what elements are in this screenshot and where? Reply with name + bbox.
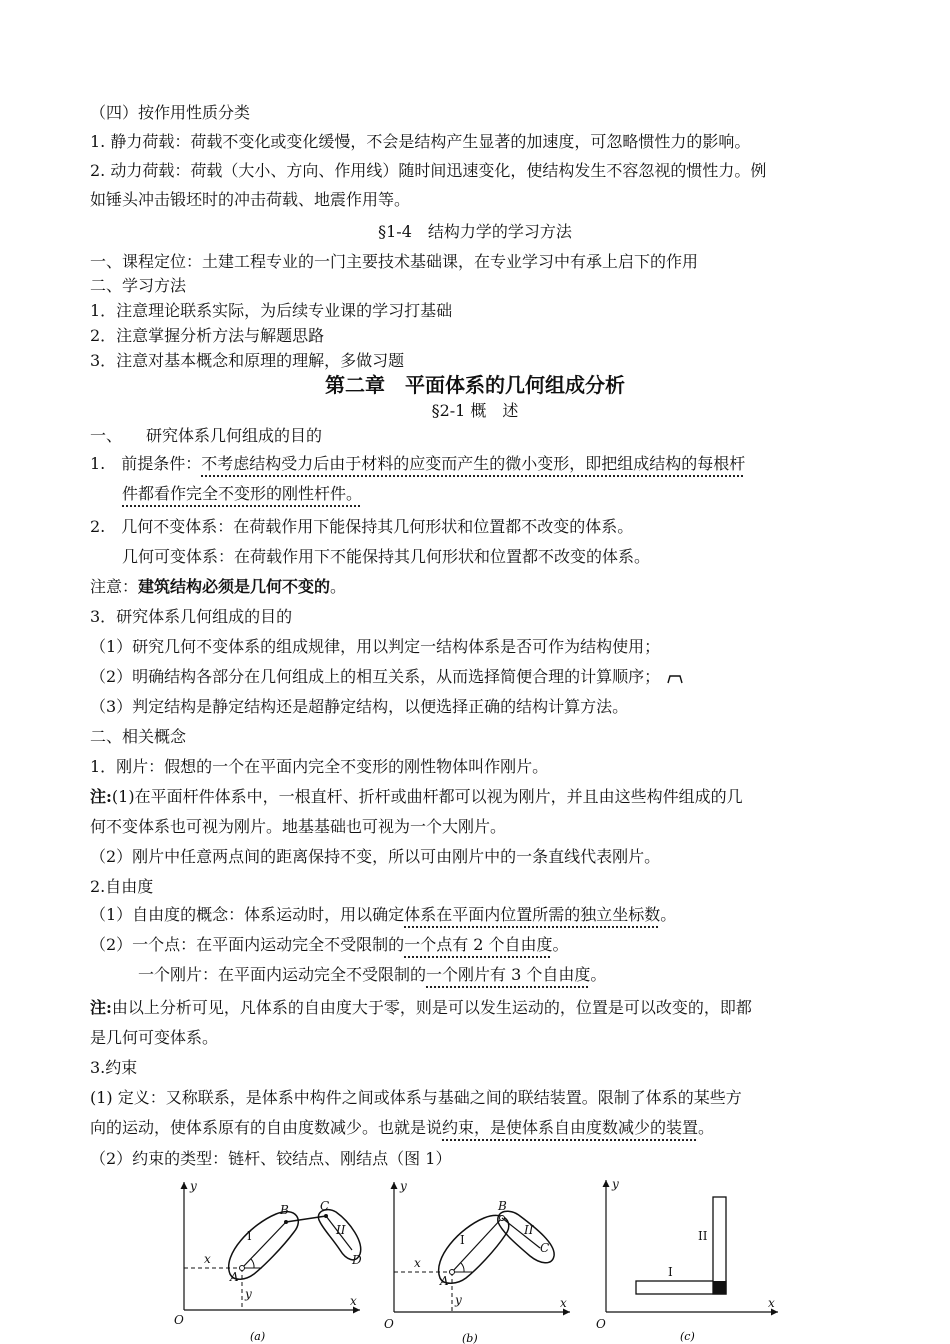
dof-point-emphasis: 一个点有 2 个自由度 <box>404 935 553 954</box>
y-axis-label: y <box>612 1177 619 1191</box>
origin-label: O <box>174 1313 184 1327</box>
constraint-def-text: 向的运动，使体系原有的自由度数减少。也就是说 <box>90 1118 443 1137</box>
geometrically-unstable-def: 几何可变体系：在荷载作用下不能保持其几何形状和位置都不改变的体系。 <box>122 547 651 566</box>
constraint-def-line1: (1) 定义：又称联系，是体系中构件之间或体系与基础之间的联结装置。限制了体系的某些方 <box>90 1088 742 1107</box>
note-bold-text: 建筑结构必须是几何不变的 <box>138 577 331 596</box>
label-C: C <box>540 1241 550 1255</box>
y-axis-label: y <box>190 1179 197 1193</box>
rigid-body-note-line2: 何不变体系也可视为刚片。地基基础也可视为一个大刚片。 <box>90 817 507 836</box>
dof-rigid-text: 一个刚片：在平面内运动完全不受限制的 <box>138 965 427 984</box>
dof-concept-text: （1）自由度的概念：体系运动时，用以确定 <box>90 905 405 924</box>
y-coordinate-label: y <box>245 1287 252 1301</box>
note-end: 。 <box>330 577 347 596</box>
constraint-types: （2）约束的类型：链杆、铰结点、刚结点（图 1） <box>90 1149 452 1168</box>
figure-c <box>592 1172 792 1344</box>
premise-line1 <box>90 453 745 475</box>
label-I: I <box>668 1265 673 1279</box>
constraint-def-emphasis: 约束，是使体系自由度数减少的装置 <box>442 1118 699 1137</box>
dof-rigid-body <box>138 964 606 986</box>
dof-note-line2: 是几何可变体系。 <box>90 1028 219 1047</box>
premise-label: 1. 前提条件： <box>90 454 202 473</box>
dof-concept-end: 。 <box>660 905 677 924</box>
purpose-item-2-text: （2）明确结构各部分在几何组成上的相互关系，从而选择简便合理的计算顺序； <box>90 667 661 686</box>
section-title-1-4: §1-4 结构力学的学习方法 <box>378 222 572 241</box>
geometrically-stable-def: 2. 几何不变体系：在荷载作用下能保持其几何形状和位置都不改变的体系。 <box>90 517 634 536</box>
figure-a <box>170 1172 370 1344</box>
label-D: D <box>352 1253 362 1267</box>
study-method-2: 2．注意掌握分析方法与解题思路 <box>90 326 325 345</box>
x-axis-label: x <box>768 1296 775 1310</box>
rigid-body-def: 1．刚片：假想的一个在平面内完全不变形的刚性物体叫作刚片。 <box>90 757 549 776</box>
rigid-joint <box>713 1281 726 1294</box>
x-coordinate-label: x <box>414 1256 421 1270</box>
angle-arc <box>461 1263 464 1272</box>
study-methods-heading: 二、学习方法 <box>90 276 187 295</box>
origin-label: O <box>596 1317 606 1331</box>
angle-arc <box>251 1259 254 1268</box>
label-II: II <box>698 1229 708 1243</box>
study-method-1: 1．注意理论联系实际，为后续专业课的学习打基础 <box>90 301 453 320</box>
label-A: A <box>440 1274 449 1288</box>
rigid-body-note-line1 <box>90 786 743 808</box>
label-I: I <box>247 1229 252 1243</box>
constraint-def-line2 <box>90 1117 714 1139</box>
heading-purpose: 一、 研究体系几何组成的目的 <box>90 426 323 445</box>
label-A: A <box>230 1270 239 1284</box>
constraint-heading: 3.约束 <box>90 1058 138 1077</box>
dof-note-line1 <box>90 997 752 1019</box>
section-title-2-1: §2-1 概 述 <box>431 401 519 420</box>
small-mark-icon <box>665 671 685 685</box>
dof-rigid-end: 。 <box>590 965 607 984</box>
x-axis-label: x <box>560 1296 567 1310</box>
y-coordinate-label: y <box>455 1293 462 1307</box>
x-axis-label: x <box>350 1294 357 1308</box>
purpose-item-3: （3）判定结构是静定结构还是超静定结构，以便选择正确的结构计算方法。 <box>90 697 629 716</box>
dof-concept <box>90 904 676 926</box>
chapter-title: 第二章 平面体系的几何组成分析 <box>325 373 625 397</box>
figure-a-diagram <box>170 1172 370 1344</box>
constraint-def-end: 。 <box>698 1118 715 1137</box>
dof-point-text: （2）一个点：在平面内运动完全不受限制的 <box>90 935 405 954</box>
figure-b <box>380 1172 580 1344</box>
figure-b-diagram <box>380 1172 580 1344</box>
paragraph-static-load: 1. 静力荷载：荷载不变化或变化缓慢，不会是结构产生显著的加速度，可忽略惯性力的影响。 <box>90 132 751 151</box>
dof-point-end: 。 <box>552 935 569 954</box>
course-position: 一、课程定位：土建工程专业的一门主要技术基础课，在专业学习中有承上启下的作用 <box>90 252 699 271</box>
rigid-body-note-text: (1)在平面杆件体系中，一根直杆、折杆或曲杆都可以视为刚片，并且由这些构件组成的几 <box>111 787 743 806</box>
premise-line2 <box>122 483 362 505</box>
rigid-body-note-2: （2）刚片中任意两点间的距离保持不变，所以可由刚片中的一条直线代表刚片。 <box>90 847 661 866</box>
purpose-item-1: （1）研究几何不变体系的组成规律，用以判定一结构体系是否可作为结构使用； <box>90 637 661 656</box>
dof-concept-emphasis: 体系在平面内位置所需的独立坐标数 <box>404 905 661 924</box>
premise-emphasis-2: 件都看作完全不变形的刚性杆件。 <box>122 484 363 503</box>
dof-rigid-emphasis: 一个刚片有 3 个自由度 <box>426 965 591 984</box>
point-A <box>450 1270 455 1275</box>
line-BC <box>502 1218 540 1248</box>
y-axis-label: y <box>400 1179 407 1193</box>
vertical-member-II <box>713 1197 726 1294</box>
figure-a-caption: (a) <box>250 1330 266 1343</box>
related-concepts-heading: 二、相关概念 <box>90 727 187 746</box>
note-label: 注: <box>90 998 112 1017</box>
figure-c-caption: (c) <box>680 1330 695 1343</box>
paragraph-dynamic-load-line2: 如锤头冲击锻坯时的冲击荷载、地震作用等。 <box>90 190 411 209</box>
note-label: 注意： <box>90 577 139 596</box>
purpose-heading: 3．研究体系几何组成的目的 <box>90 607 293 626</box>
dof-point <box>90 934 569 956</box>
x-coordinate-label: x <box>204 1252 211 1266</box>
dof-note-text: 由以上分析可见，凡体系的自由度大于零，则是可以发生运动的，位置是可以改变的，即都 <box>111 998 752 1017</box>
point-A <box>240 1266 245 1271</box>
note-label: 注: <box>90 787 112 806</box>
origin-label: O <box>384 1317 394 1331</box>
label-B: B <box>498 1199 507 1213</box>
label-II: II <box>524 1223 534 1237</box>
dof-heading: 2.自由度 <box>90 877 154 896</box>
premise-emphasis-1: 不考虑结构受力后由于材料的应变而产生的微小变形，即把组成结构的每根杆 <box>201 454 746 473</box>
section-heading-load-nature: （四）按作用性质分类 <box>90 103 251 122</box>
study-method-3: 3．注意对基本概念和原理的理解，多做习题 <box>90 351 405 370</box>
paragraph-dynamic-load-line1: 2. 动力荷载：荷载（大小、方向、作用线）随时间迅速变化，使结构发生不容忽视的惯性力。例 <box>90 161 767 180</box>
purpose-item-2 <box>90 666 685 688</box>
label-B: B <box>280 1203 289 1217</box>
label-C: C <box>320 1199 330 1213</box>
label-II: II <box>336 1223 346 1237</box>
figure-b-caption: (b) <box>462 1332 478 1344</box>
label-I: I <box>460 1233 465 1247</box>
note-structures-stable <box>90 576 346 598</box>
figure-c-diagram <box>592 1172 792 1344</box>
